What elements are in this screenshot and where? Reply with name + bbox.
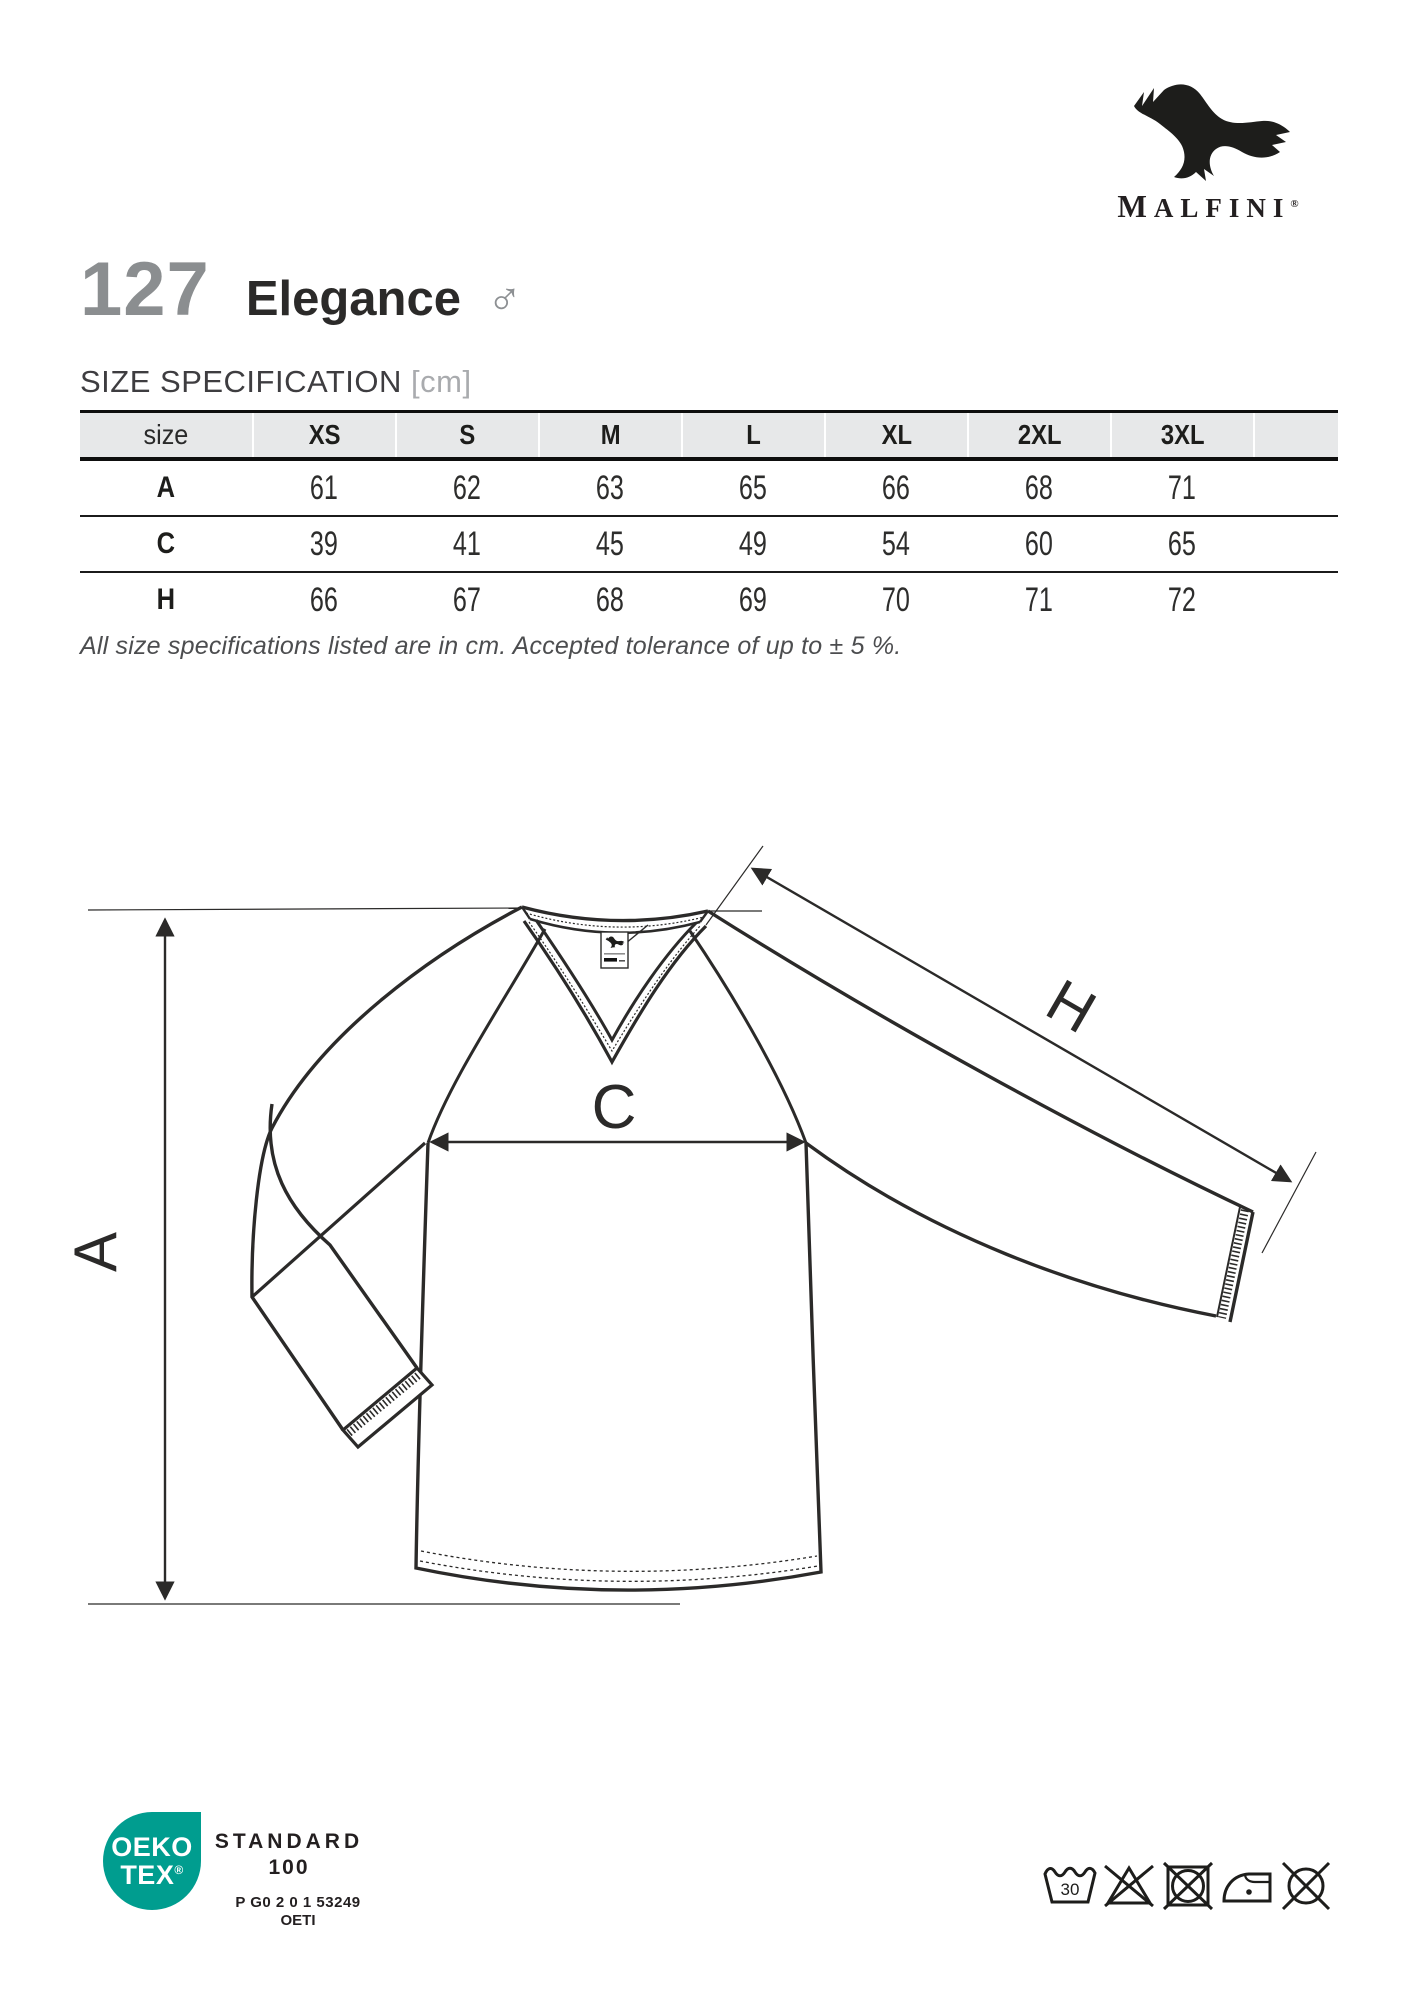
size-table [80,410,1338,627]
table-header-cell: 3XL [1110,413,1253,457]
table-header-cell: XS [252,413,395,457]
table-cell [1253,535,1338,553]
standard-number: 100 [268,1856,310,1879]
neck-label-bar [604,958,617,962]
tolerance-note: All size specifications listed are in cm. Accepted tolerance of up to ± 5 %. [80,632,902,660]
dimension-label-a: A [62,1231,129,1273]
right-sleeve [806,1143,1216,1316]
table-cell: C [156,527,176,560]
registered-mark: ® [1290,198,1299,210]
left-sleeve-fold [270,1104,417,1368]
dimension-label-c: C [591,1073,637,1142]
table-cell: 45 [595,524,624,563]
left-sleeve [252,907,522,1430]
table-cell: H [156,583,176,616]
extension-line-h-start [706,846,763,925]
left-sleeve-seam [252,1143,425,1297]
size-specification-heading [80,364,472,400]
hem-stitch-line [421,1551,817,1571]
shirt-body [416,1143,821,1590]
do-not-dry-clean-icon [1278,1860,1334,1912]
table-cell: 68 [595,580,624,619]
table-header-cell [1253,413,1338,457]
table-cell: 63 [595,468,624,507]
right-cuff-edge [1217,1207,1240,1317]
table-cell: 71 [1167,468,1196,507]
size-specification-title: SIZE SPECIFICATION [80,364,402,399]
table-cell: 68 [1024,468,1053,507]
table-cell: 61 [309,468,338,507]
certificate-number: P G0 2 0 1 53249 [235,1894,361,1911]
standard-word: STANDARD [214,1830,364,1853]
iron-low-heat-icon [1219,1860,1275,1912]
table-header-cell: S [395,413,538,457]
oeko-text: OEKO [111,1831,193,1862]
extension-line-top [88,908,523,910]
wash-temp: 30 [1060,1880,1080,1899]
table-row [80,461,1338,517]
table-header-cell: XL [824,413,967,457]
table-cell: 65 [738,468,767,507]
table-cell: 72 [1167,580,1196,619]
table-cell: A [156,471,176,504]
oeko-tex-logo [103,1812,201,1910]
left-raglan-seam [428,929,545,1143]
garment-diagram [0,640,1414,1620]
table-cell [1253,591,1338,609]
care-symbols [1042,1860,1334,1912]
right-cuff-edge [1230,1212,1253,1322]
table-cell: 65 [1167,524,1196,563]
right-sleeve [708,911,1253,1212]
male-gender-icon: ♂ [486,272,523,325]
table-cell: 66 [881,468,910,507]
table-cell: 41 [452,524,481,563]
product-code: 127 [80,247,210,332]
extension-line-h-end [1262,1152,1316,1253]
table-cell: 71 [1024,580,1053,619]
dimension-line-h [753,869,1290,1181]
malfini-eagle-icon [1120,80,1296,185]
size-unit: [cm] [411,364,472,399]
table-header-cell: size [143,419,189,450]
product-name: Elegance [245,272,461,326]
product-title [80,247,523,332]
table-cell: 69 [738,580,767,619]
brand-wordmark: MALFINI® [1117,189,1299,224]
registered-mark: ® [174,1863,184,1877]
wash-30-icon [1042,1860,1098,1912]
tex-text: TEX® [120,1860,184,1890]
table-cell: 39 [309,524,338,563]
table-header-cell: M [538,413,681,457]
table-row [80,573,1338,627]
certificate-institute: OETI [280,1912,316,1929]
certification-text [204,1830,374,1929]
table-header-cell: L [681,413,824,457]
table-header-row [80,410,1338,461]
table-cell: 67 [452,580,481,619]
table-cell: 49 [738,524,767,563]
table-header-cell: 2XL [967,413,1110,457]
do-not-bleach-icon [1101,1860,1157,1912]
neck-label [601,932,628,968]
table-cell: 60 [1024,524,1053,563]
table-cell: 54 [881,524,910,563]
do-not-tumble-dry-icon [1160,1860,1216,1912]
table-cell: 70 [881,580,910,619]
table-row [80,517,1338,573]
table-cell [1253,479,1338,497]
neck-label-text-line [619,960,625,962]
table-cell: 62 [452,468,481,507]
table-cell: 66 [309,580,338,619]
neck-label-text-line [604,953,625,955]
brand-logo [1102,80,1314,225]
dimension-label-h: H [1035,966,1107,1047]
